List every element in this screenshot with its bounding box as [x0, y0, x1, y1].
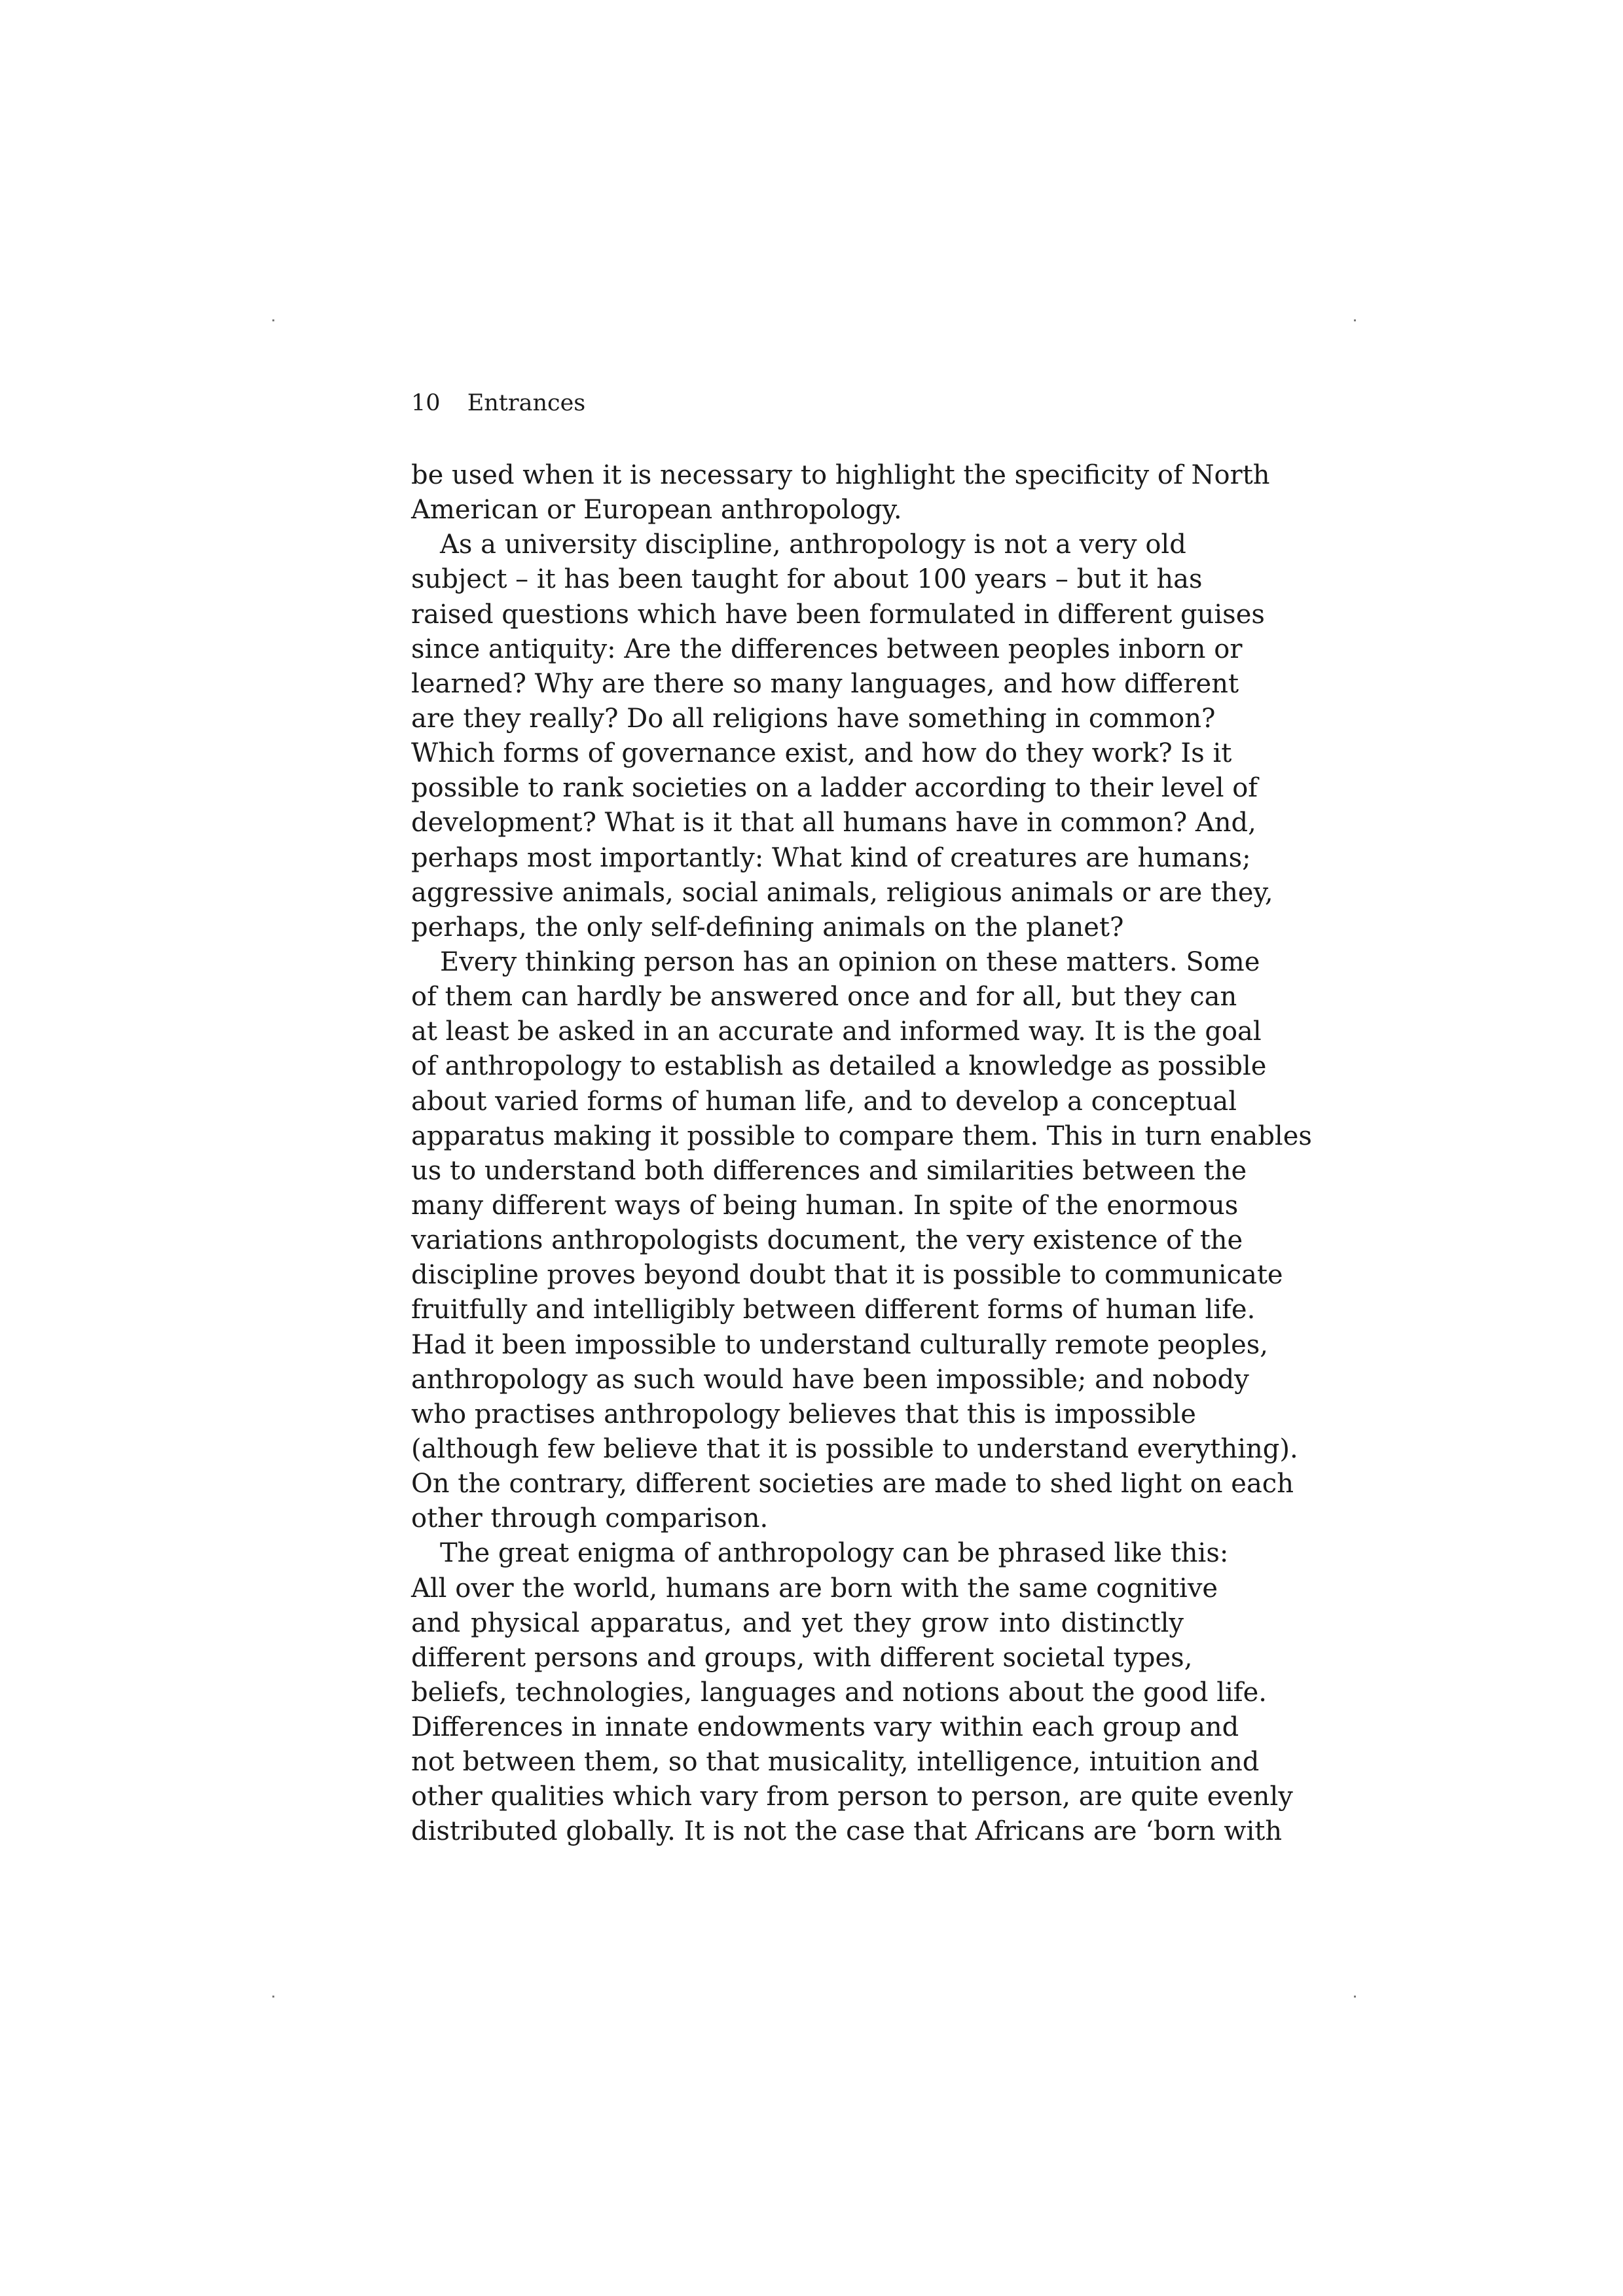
text-line: (although few believe that it is possible to understand everything).	[411, 1433, 1298, 1464]
text-line: On the contrary, different societies are made to shed light on each	[411, 1469, 1294, 1499]
crop-mark-top-right	[1354, 319, 1356, 321]
text-line: Every thinking person has an opinion on these matters. Some	[440, 946, 1260, 977]
text-line: other qualities which vary from person to person, are quite evenly	[411, 1782, 1293, 1812]
text-line: learned? Why are there so many languages, and how different	[411, 668, 1239, 699]
text-line: Had it been impossible to understand culturally remote peoples,	[411, 1329, 1269, 1360]
running-head	[411, 386, 585, 420]
text-line: All over the world, humans are born with the same cognitive	[411, 1573, 1218, 1604]
text-line: many different ways of being human. In spite of the enormous	[411, 1190, 1239, 1221]
text-line: subject – it has been taught for about 100 years – but it has	[411, 564, 1203, 595]
text-line: beliefs, technologies, languages and notions about the good life.	[411, 1677, 1267, 1708]
text-line: who practises anthropology believes that this is impossible	[411, 1399, 1196, 1429]
text-line: at least be asked in an accurate and informed way. It is the goal	[411, 1016, 1262, 1047]
text-line: perhaps most importantly: What kind of creatures are humans;	[411, 842, 1251, 873]
text-line: fruitfully and intelligibly between different forms of human life.	[411, 1295, 1256, 1325]
crop-mark-top-left	[272, 319, 274, 321]
text-line: perhaps, the only self-defining animals on the planet?	[411, 912, 1124, 942]
text-line: The great enigma of anthropology can be phrased like this:	[440, 1538, 1229, 1569]
crop-mark-bottom-left	[272, 1996, 274, 1998]
text-line: of them can hardly be answered once and for all, but they can	[411, 982, 1237, 1013]
text-line: other through comparison.	[411, 1503, 769, 1534]
text-line: of anthropology to establish as detailed a knowledge as possible	[411, 1051, 1267, 1082]
text-line: Differences in innate endowments vary within each group and	[411, 1712, 1239, 1743]
text-line: anthropology as such would have been impossible; and nobody	[411, 1364, 1249, 1395]
text-line: possible to rank societies on a ladder according to their level of	[411, 773, 1258, 804]
text-line: Which forms of governance exist, and how do they work? Is it	[411, 738, 1232, 769]
text-line: raised questions which have been formulated in different guises	[411, 599, 1265, 630]
text-line: different persons and groups, with different societal types,	[411, 1642, 1193, 1673]
text-line: American or European anthropology.	[411, 495, 902, 526]
text-line: discipline proves beyond doubt that it is possible to communicate	[411, 1260, 1283, 1291]
text-line: aggressive animals, social animals, religious animals or are they,	[411, 877, 1273, 908]
crop-mark-bottom-right	[1354, 1996, 1356, 1998]
text-line: development? What is it that all humans have in common? And,	[411, 808, 1256, 838]
body-text	[411, 458, 1312, 1850]
text-line: us to understand both differences and similarities between the	[411, 1155, 1247, 1186]
text-line: distributed globally. It is not the case that Africans are ‘born with	[411, 1816, 1283, 1847]
text-line: variations anthropologists document, the very existence of the	[411, 1225, 1243, 1256]
text-line: are they really? Do all religions have something in common?	[411, 703, 1216, 734]
text-line: since antiquity: Are the differences between peoples inborn or	[411, 634, 1243, 664]
text-line: and physical apparatus, and yet they grow into distinctly	[411, 1607, 1184, 1638]
text-line: be used when it is necessary to highlight the specificity of North	[411, 460, 1270, 490]
text-line: not between them, so that musicality, intelligence, intuition and	[411, 1747, 1260, 1778]
text-line: about varied forms of human life, and to develop a conceptual	[411, 1086, 1237, 1117]
chapter-title: Entrances	[467, 390, 586, 416]
text-line: apparatus making it possible to compare them. This in turn enables	[411, 1121, 1312, 1151]
page-number: 10	[411, 390, 441, 416]
text-line: As a university discipline, anthropology is not a very old	[440, 529, 1186, 560]
